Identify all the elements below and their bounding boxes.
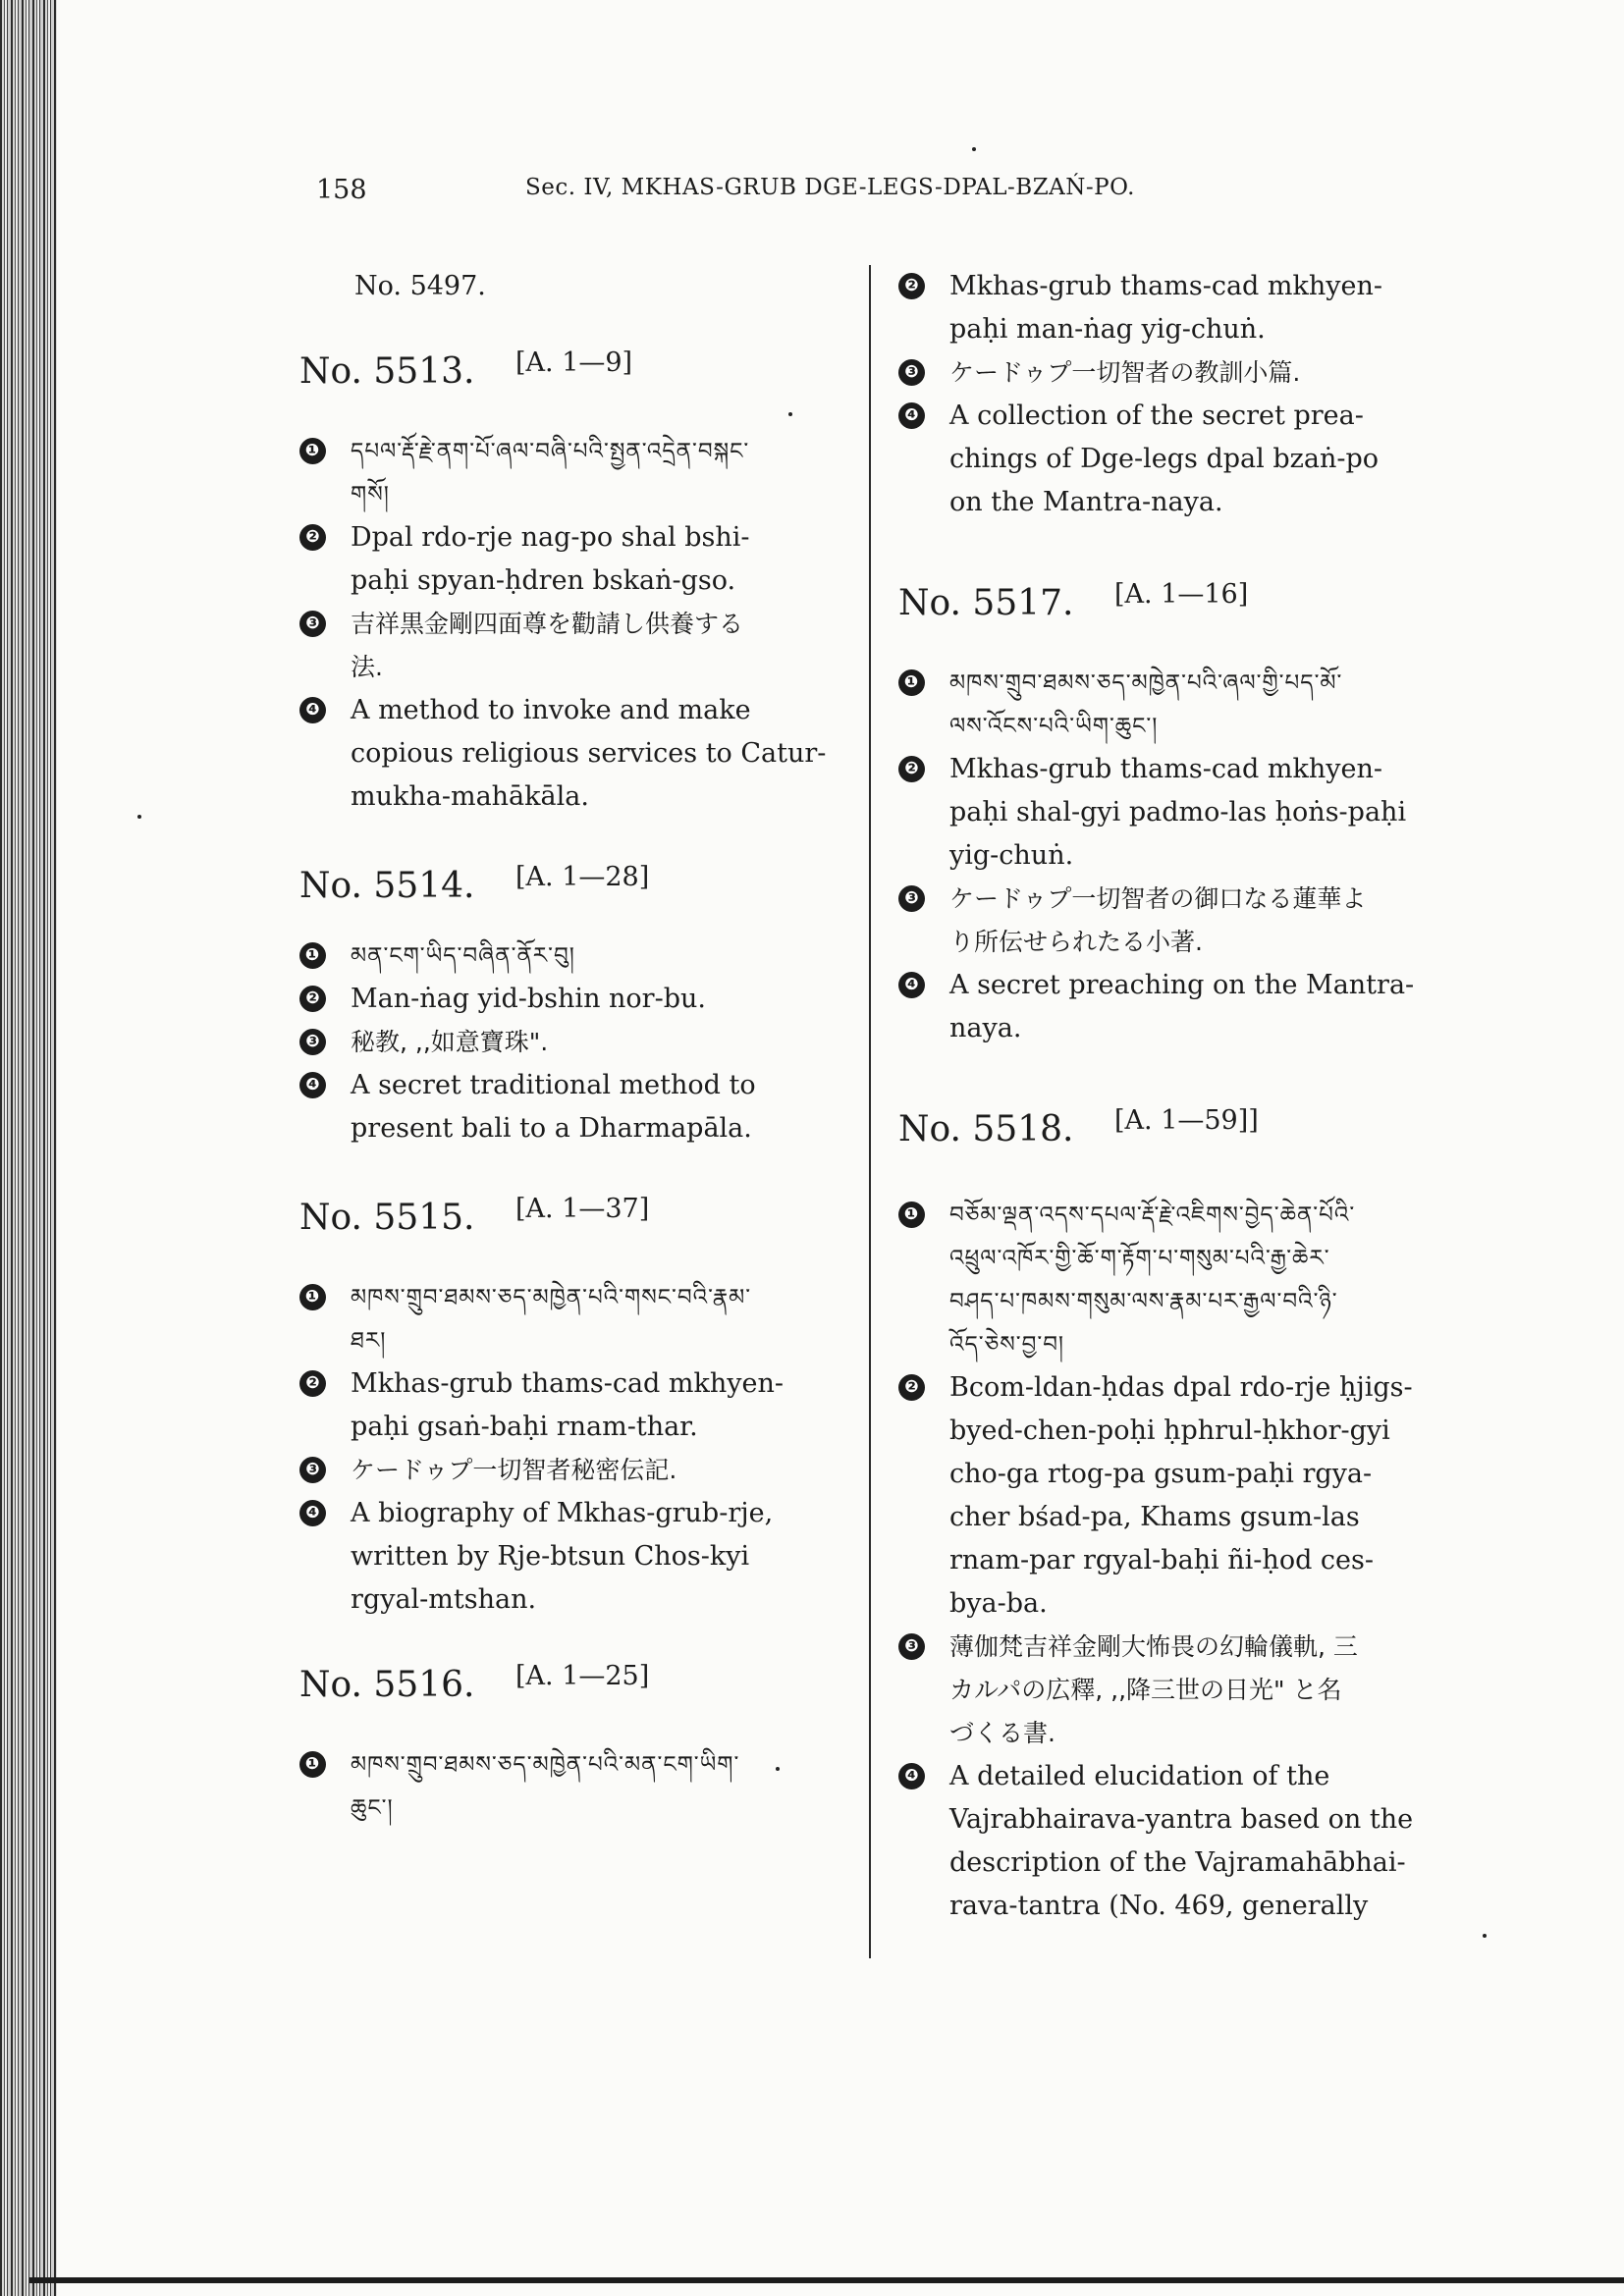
carried-entry-number: No. 5497. — [354, 271, 486, 301]
english-description: Vajrabhairava-yantra based on the — [949, 1804, 1414, 1835]
marker-2-icon: ❷ — [898, 1374, 925, 1401]
entry-number: No. 5514. — [299, 866, 475, 906]
marker-3-icon: ❸ — [898, 1633, 925, 1660]
entry-number: No. 5513. — [299, 351, 475, 392]
scan-speck — [776, 1767, 780, 1771]
right-column — [898, 265, 1438, 1928]
entry-heading-5515 — [299, 1194, 835, 1256]
english-description: chings of Dge-legs dpal bzaṅ-po — [949, 444, 1379, 474]
marker-3-icon: ❸ — [898, 359, 925, 386]
romanized-title: paḥi gsaṅ-baḥi rnam-thar. — [351, 1412, 698, 1442]
marker-4-icon: ❹ — [299, 1500, 326, 1526]
marker-4-icon: ❹ — [898, 972, 925, 998]
entry-heading-5516 — [299, 1661, 835, 1724]
entry-number: No. 5518. — [898, 1109, 1074, 1149]
entry-reference: [A. 1—16] — [1114, 579, 1249, 610]
marker-4-icon: ❹ — [898, 1763, 925, 1789]
english-description: present bali to a Dharmapāla. — [351, 1113, 752, 1144]
tibetan-title: ❶ བཅོམ་ལྡན་འདས་དཔལ་རྡོ་རྗེ་འཇིགས་བྱེད་ཆེན་པོའི་ — [898, 1194, 1438, 1237]
english-description: written by Rje-btsun Chos-kyi — [351, 1541, 750, 1572]
running-head: Sec. IV, MKHAS-GRUB DGE-LEGS-DPAL-BZAŃ-PO. — [525, 175, 1135, 200]
english-description: ❹ A secret traditional method to — [299, 1064, 835, 1107]
entry-reference: [A. 1—9] — [515, 347, 633, 378]
scan-speck — [788, 412, 792, 416]
romanized-title: paḥi man-ṅag yig-chuṅ. — [949, 314, 1266, 345]
english-description: naya. — [949, 1013, 1022, 1043]
marker-4-icon: ❹ — [299, 697, 326, 723]
tibetan-title: ལས་འོངས་པའི་ཡིག་ཆུང་། — [949, 714, 1159, 739]
tibetan-title: བཤད་པ་ཁམས་གསུམ་ལས་རྣམ་པར་རྒྱལ་བའི་ཉི་ — [949, 1289, 1338, 1314]
entry-heading-5513 — [299, 347, 835, 410]
marker-1-icon: ❶ — [299, 942, 326, 969]
entry-reference: [A. 1—59]] — [1114, 1105, 1259, 1136]
japanese-title: り所伝せられたる小著. — [949, 928, 1203, 956]
japanese-title: づくる書. — [949, 1719, 1056, 1747]
english-description: copious religious services to Catur- — [351, 738, 827, 769]
scan-speck — [1483, 1934, 1487, 1938]
marker-2-icon: ❷ — [299, 1370, 326, 1397]
romanized-title: paḥi shal-gyi padmo-las ḥoṅs-paḥi — [949, 797, 1407, 828]
marker-4-icon: ❹ — [898, 402, 925, 429]
left-column — [299, 265, 835, 1830]
romanized-title: bya-ba. — [949, 1588, 1048, 1619]
japanese-title: ❸ 吉祥黒金剛四面尊を勸請し供養する — [299, 603, 835, 646]
english-description: ❹ A secret preaching on the Mantra- — [898, 964, 1438, 1007]
tibetan-title: ❶ དཔལ་རྡོ་རྗེ་ནག་པོ་ཞལ་བཞི་པའི་སྤྱན་འདྲེན་བསྐང་ — [299, 430, 835, 473]
marker-1-icon: ❶ — [299, 1751, 326, 1778]
tibetan-title: འོད་ཅེས་བྱ་བ། — [949, 1332, 1065, 1358]
tibetan-title: ཆུང་། — [351, 1795, 394, 1821]
scan-speck — [137, 815, 141, 819]
tibetan-title: ཐར། — [351, 1328, 387, 1354]
entry-number: No. 5516. — [299, 1665, 475, 1705]
romanized-title: ❷ Man-ṅag yid-bshin nor-bu. — [299, 978, 835, 1021]
entry-reference: [A. 1—25] — [515, 1661, 650, 1691]
marker-3-icon: ❸ — [299, 1457, 326, 1483]
japanese-title: 法. — [351, 653, 383, 681]
english-description: on the Mantra-naya. — [949, 487, 1223, 517]
entry-heading-5518 — [898, 1105, 1438, 1168]
romanized-title: cho-ga rtog-pa gsum-paḥi rgya- — [949, 1459, 1373, 1489]
romanized-title: cher bśad-pa, Khams gsum-las — [949, 1502, 1360, 1532]
entry-number: No. 5515. — [299, 1198, 475, 1238]
column-divider — [869, 265, 871, 1958]
marker-3-icon: ❸ — [898, 885, 925, 912]
english-description: description of the Vajramahābhai- — [949, 1847, 1406, 1878]
english-description: rgyal-mtshan. — [351, 1584, 537, 1615]
english-description: ❹ A biography of Mkhas-grub-rje, — [299, 1492, 835, 1535]
entry-reference: [A. 1—37] — [515, 1194, 650, 1224]
tibetan-title: འཕྲུལ་འཁོར་གྱི་ཆོ་ག་རྟོག་པ་གསུམ་པའི་རྒྱ་ཆེར་ — [949, 1246, 1330, 1271]
marker-2-icon: ❷ — [299, 986, 326, 1012]
english-description: ❹ A collection of the secret prea- — [898, 395, 1438, 438]
romanized-title: rnam-par rgyal-baḥi ñi-ḥod ces- — [949, 1545, 1375, 1575]
marker-2-icon: ❷ — [299, 524, 326, 551]
entry-number: No. 5517. — [898, 583, 1074, 623]
marker-2-icon: ❷ — [898, 756, 925, 782]
japanese-title: ❸ ケードゥプ一切智者秘密伝記. — [299, 1449, 835, 1492]
entry-heading-5517 — [898, 579, 1438, 642]
tibetan-title: ❶ མཁས་གྲུབ་ཐམས་ཅད་མཁྱེན་པའི་ཞལ་གྱི་པད་མོ་ — [898, 662, 1438, 705]
marker-1-icon: ❶ — [299, 438, 326, 464]
english-description: ❹ A detailed elucidation of the — [898, 1755, 1438, 1798]
entry-heading-5514 — [299, 862, 835, 925]
marker-4-icon: ❹ — [299, 1072, 326, 1098]
bottom-edge-rule — [29, 2277, 1624, 2283]
tibetan-title: གསོ། — [351, 482, 390, 507]
marker-2-icon: ❷ — [898, 273, 925, 299]
romanized-title: ❷ Mkhas-grub thams-cad mkhyen- — [898, 265, 1438, 308]
english-description: rava-tantra (No. 469, generally — [949, 1891, 1369, 1921]
tibetan-title: ❶ མཁས་གྲུབ་ཐམས་ཅད་མཁྱེན་པའི་གསང་བའི་རྣམ་ — [299, 1276, 835, 1319]
romanized-title: ❷ Dpal rdo-rje nag-po shal bshi- — [299, 516, 835, 560]
tibetan-title: ❶ མན་ངག་ཡིད་བཞིན་ནོར་བུ། — [299, 934, 835, 978]
romanized-title: ❷ Mkhas-grub thams-cad mkhyen- — [898, 748, 1438, 791]
romanized-title: ❷ Bcom-ldan-ḥdas dpal rdo-rje ḥjigs- — [898, 1366, 1438, 1410]
marker-1-icon: ❶ — [898, 669, 925, 696]
japanese-title: ❸ 薄伽梵吉祥金剛大怖畏の幻輪儀軌, 三 — [898, 1626, 1438, 1669]
english-description: mukha-mahākāla. — [351, 781, 589, 812]
english-description: ❹ A method to invoke and make — [299, 689, 835, 732]
book-binding-edge — [0, 0, 57, 2296]
japanese-title: カルパの広釋, ,,降三世の日光" と名 — [949, 1676, 1342, 1704]
japanese-title: ❸ 秘教, ,,如意寶珠". — [299, 1021, 835, 1064]
marker-3-icon: ❸ — [299, 1029, 326, 1055]
romanized-title: paḥi spyan-ḥdren bskaṅ-gso. — [351, 565, 736, 596]
romanized-title: byed-chen-poḥi ḥphrul-ḥkhor-gyi — [949, 1415, 1390, 1446]
tibetan-title: ❶ མཁས་གྲུབ་ཐམས་ཅད་མཁྱེན་པའི་མན་ངག་ཡིག་ — [299, 1743, 835, 1787]
romanized-title: yig-chuṅ. — [949, 840, 1074, 871]
japanese-title: ❸ ケードゥプ一切智者の御口なる蓮華よ — [898, 878, 1438, 921]
entry-reference: [A. 1—28] — [515, 862, 650, 892]
scan-speck — [972, 147, 976, 151]
romanized-title: ❷ Mkhas-grub thams-cad mkhyen- — [299, 1362, 835, 1406]
page-number: 158 — [316, 175, 367, 205]
japanese-title: ❸ ケードゥプ一切智者の教訓小篇. — [898, 351, 1438, 395]
marker-3-icon: ❸ — [299, 611, 326, 637]
marker-1-icon: ❶ — [898, 1201, 925, 1228]
marker-1-icon: ❶ — [299, 1284, 326, 1310]
